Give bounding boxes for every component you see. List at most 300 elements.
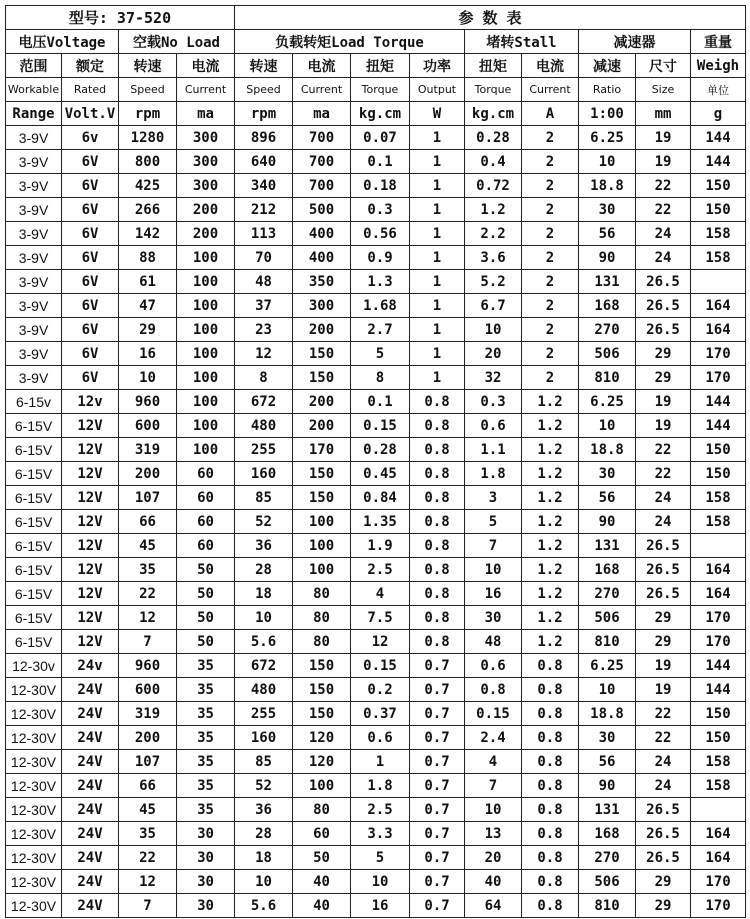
cell-rated-volt: 6V bbox=[62, 174, 119, 198]
cell-stall-current: 1.2 bbox=[522, 462, 579, 486]
cell-stall-current: 2 bbox=[522, 246, 579, 270]
cell-load-current: 80 bbox=[293, 606, 351, 630]
load-torque-group-header: 负载转矩Load Torque bbox=[235, 30, 465, 54]
cell-stall-torque: 10 bbox=[465, 558, 522, 582]
cell-load-speed: 10 bbox=[235, 606, 293, 630]
cell-range: 3-9V bbox=[6, 198, 62, 222]
cell-load-speed: 36 bbox=[235, 798, 293, 822]
cell-rated-volt: 24V bbox=[62, 774, 119, 798]
cell-weight: 158 bbox=[691, 510, 746, 534]
cell-size: 29 bbox=[636, 366, 691, 390]
cell-load-speed: 672 bbox=[235, 654, 293, 678]
cell-output-power: 1 bbox=[410, 126, 465, 150]
cell-rated-volt: 24v bbox=[62, 654, 119, 678]
header-en-weight: 单位 bbox=[691, 78, 746, 102]
cell-ratio: 10 bbox=[579, 678, 636, 702]
cell-rated-volt: 24V bbox=[62, 702, 119, 726]
cell-no-load-current: 100 bbox=[177, 318, 235, 342]
cell-output-power: 1 bbox=[410, 198, 465, 222]
cell-load-torque: 0.1 bbox=[351, 390, 410, 414]
cell-stall-torque: 2.2 bbox=[465, 222, 522, 246]
cell-size: 22 bbox=[636, 702, 691, 726]
cell-size: 24 bbox=[636, 510, 691, 534]
cell-stall-torque: 32 bbox=[465, 366, 522, 390]
cell-stall-current: 1.2 bbox=[522, 558, 579, 582]
cell-stall-torque: 48 bbox=[465, 630, 522, 654]
cell-size: 24 bbox=[636, 246, 691, 270]
cell-weight: 170 bbox=[691, 870, 746, 894]
cell-weight bbox=[691, 534, 746, 558]
cell-load-torque: 0.15 bbox=[351, 654, 410, 678]
cell-no-load-current: 30 bbox=[177, 894, 235, 918]
cell-range: 6-15V bbox=[6, 582, 62, 606]
cell-ratio: 131 bbox=[579, 798, 636, 822]
table-row bbox=[6, 198, 746, 222]
header-unit-output-power: W bbox=[410, 102, 465, 126]
cell-load-torque: 0.1 bbox=[351, 150, 410, 174]
cell-output-power: 1 bbox=[410, 246, 465, 270]
cell-weight: 170 bbox=[691, 630, 746, 654]
cell-size: 26.5 bbox=[636, 294, 691, 318]
table-row bbox=[6, 606, 746, 630]
group-header-row bbox=[6, 30, 746, 54]
cell-range: 12-30V bbox=[6, 870, 62, 894]
cell-load-speed: 28 bbox=[235, 822, 293, 846]
cell-range: 3-9V bbox=[6, 222, 62, 246]
header-en-size: Size bbox=[636, 78, 691, 102]
header-en-stall-current: Current bbox=[522, 78, 579, 102]
cell-load-speed: 85 bbox=[235, 750, 293, 774]
header-unit-load-torque: kg.cm bbox=[351, 102, 410, 126]
cell-rated-volt: 24V bbox=[62, 750, 119, 774]
cell-range: 12-30V bbox=[6, 750, 62, 774]
table-row bbox=[6, 894, 746, 918]
cell-range: 6-15V bbox=[6, 414, 62, 438]
header-cn-size: 尺寸 bbox=[636, 54, 691, 78]
cell-range: 6-15V bbox=[6, 486, 62, 510]
cell-load-current: 150 bbox=[293, 462, 351, 486]
cell-ratio: 90 bbox=[579, 510, 636, 534]
cell-load-current: 700 bbox=[293, 126, 351, 150]
table-row bbox=[6, 318, 746, 342]
cell-no-load-speed: 960 bbox=[119, 654, 177, 678]
cell-output-power: 1 bbox=[410, 270, 465, 294]
cell-no-load-speed: 319 bbox=[119, 438, 177, 462]
cell-rated-volt: 12V bbox=[62, 582, 119, 606]
cell-load-current: 150 bbox=[293, 702, 351, 726]
cell-range: 12-30V bbox=[6, 798, 62, 822]
header-unit-no-load-current: ma bbox=[177, 102, 235, 126]
cell-load-current: 80 bbox=[293, 798, 351, 822]
cell-weight: 150 bbox=[691, 198, 746, 222]
cell-weight: 144 bbox=[691, 150, 746, 174]
cell-ratio: 168 bbox=[579, 294, 636, 318]
cell-no-load-speed: 45 bbox=[119, 534, 177, 558]
cell-load-torque: 1.68 bbox=[351, 294, 410, 318]
cell-ratio: 810 bbox=[579, 366, 636, 390]
table-row bbox=[6, 822, 746, 846]
cell-weight: 170 bbox=[691, 894, 746, 918]
cell-load-current: 100 bbox=[293, 534, 351, 558]
cell-no-load-speed: 66 bbox=[119, 774, 177, 798]
cell-ratio: 506 bbox=[579, 606, 636, 630]
title-row bbox=[6, 6, 746, 30]
cell-rated-volt: 24V bbox=[62, 678, 119, 702]
cell-size: 29 bbox=[636, 342, 691, 366]
cell-no-load-speed: 1280 bbox=[119, 126, 177, 150]
cell-weight bbox=[691, 798, 746, 822]
cell-load-current: 200 bbox=[293, 414, 351, 438]
cell-ratio: 10 bbox=[579, 414, 636, 438]
cell-size: 22 bbox=[636, 462, 691, 486]
header-cn-load-current: 电流 bbox=[293, 54, 351, 78]
no-load-group-header: 空载No Load bbox=[119, 30, 235, 54]
cell-rated-volt: 24V bbox=[62, 894, 119, 918]
cell-load-current: 100 bbox=[293, 558, 351, 582]
cell-stall-torque: 3 bbox=[465, 486, 522, 510]
cell-weight: 150 bbox=[691, 726, 746, 750]
cell-output-power: 0.7 bbox=[410, 678, 465, 702]
cell-rated-volt: 12V bbox=[62, 558, 119, 582]
table-row bbox=[6, 486, 746, 510]
cell-load-speed: 85 bbox=[235, 486, 293, 510]
cell-rated-volt: 12V bbox=[62, 414, 119, 438]
cell-output-power: 0.8 bbox=[410, 462, 465, 486]
cell-range: 12-30V bbox=[6, 894, 62, 918]
cell-stall-torque: 20 bbox=[465, 342, 522, 366]
cell-output-power: 0.8 bbox=[410, 510, 465, 534]
cell-rated-volt: 12V bbox=[62, 486, 119, 510]
cell-load-torque: 2.7 bbox=[351, 318, 410, 342]
cell-no-load-speed: 107 bbox=[119, 750, 177, 774]
header-en-range: Workable bbox=[6, 78, 62, 102]
cell-size: 22 bbox=[636, 198, 691, 222]
cell-load-speed: 70 bbox=[235, 246, 293, 270]
header-unit-load-speed: rpm bbox=[235, 102, 293, 126]
cell-no-load-current: 300 bbox=[177, 150, 235, 174]
cell-load-speed: 212 bbox=[235, 198, 293, 222]
cell-stall-current: 0.8 bbox=[522, 870, 579, 894]
cell-load-current: 150 bbox=[293, 678, 351, 702]
cell-weight: 144 bbox=[691, 678, 746, 702]
cell-load-torque: 5 bbox=[351, 846, 410, 870]
cell-load-torque: 0.07 bbox=[351, 126, 410, 150]
cell-ratio: 131 bbox=[579, 534, 636, 558]
cell-no-load-speed: 29 bbox=[119, 318, 177, 342]
cell-load-current: 400 bbox=[293, 222, 351, 246]
cell-load-torque: 1.9 bbox=[351, 534, 410, 558]
cell-stall-current: 2 bbox=[522, 294, 579, 318]
cell-no-load-current: 60 bbox=[177, 486, 235, 510]
cell-load-current: 40 bbox=[293, 870, 351, 894]
cell-range: 6-15V bbox=[6, 438, 62, 462]
header-en-rated-volt: Rated bbox=[62, 78, 119, 102]
cell-no-load-current: 300 bbox=[177, 126, 235, 150]
cell-weight: 158 bbox=[691, 486, 746, 510]
cell-range: 6-15V bbox=[6, 606, 62, 630]
cell-load-current: 150 bbox=[293, 342, 351, 366]
cell-range: 6-15V bbox=[6, 534, 62, 558]
cell-no-load-current: 35 bbox=[177, 654, 235, 678]
cell-range: 3-9V bbox=[6, 270, 62, 294]
cell-stall-current: 2 bbox=[522, 366, 579, 390]
cell-no-load-current: 50 bbox=[177, 630, 235, 654]
cell-rated-volt: 24V bbox=[62, 726, 119, 750]
cell-stall-torque: 0.4 bbox=[465, 150, 522, 174]
cell-no-load-current: 60 bbox=[177, 462, 235, 486]
header-en-row bbox=[6, 78, 746, 102]
cell-no-load-current: 30 bbox=[177, 822, 235, 846]
cell-load-current: 500 bbox=[293, 198, 351, 222]
cell-no-load-speed: 88 bbox=[119, 246, 177, 270]
table-row bbox=[6, 174, 746, 198]
cell-size: 19 bbox=[636, 414, 691, 438]
table-row bbox=[6, 774, 746, 798]
cell-stall-current: 2 bbox=[522, 270, 579, 294]
cell-size: 24 bbox=[636, 750, 691, 774]
header-en-output-power: Output bbox=[410, 78, 465, 102]
cell-weight: 170 bbox=[691, 606, 746, 630]
cell-weight: 150 bbox=[691, 438, 746, 462]
cell-rated-volt: 6V bbox=[62, 366, 119, 390]
header-en-no-load-current: Current bbox=[177, 78, 235, 102]
cell-stall-current: 1.2 bbox=[522, 486, 579, 510]
cell-load-speed: 10 bbox=[235, 870, 293, 894]
cell-ratio: 168 bbox=[579, 558, 636, 582]
cell-output-power: 1 bbox=[410, 294, 465, 318]
motor-spec-table bbox=[5, 5, 746, 918]
cell-load-current: 350 bbox=[293, 270, 351, 294]
cell-no-load-current: 50 bbox=[177, 582, 235, 606]
cell-output-power: 0.7 bbox=[410, 654, 465, 678]
header-en-load-current: Current bbox=[293, 78, 351, 102]
cell-weight: 164 bbox=[691, 294, 746, 318]
cell-ratio: 270 bbox=[579, 318, 636, 342]
cell-no-load-speed: 107 bbox=[119, 486, 177, 510]
cell-load-speed: 255 bbox=[235, 702, 293, 726]
cell-ratio: 10 bbox=[579, 150, 636, 174]
cell-stall-current: 0.8 bbox=[522, 654, 579, 678]
cell-ratio: 90 bbox=[579, 774, 636, 798]
cell-stall-torque: 7 bbox=[465, 774, 522, 798]
cell-weight: 144 bbox=[691, 390, 746, 414]
cell-stall-torque: 0.28 bbox=[465, 126, 522, 150]
table-row bbox=[6, 510, 746, 534]
reducer-group-header: 减速器 bbox=[579, 30, 691, 54]
table-row bbox=[6, 630, 746, 654]
header-cn-weight: Weigh bbox=[691, 54, 746, 78]
header-unit-size: mm bbox=[636, 102, 691, 126]
cell-ratio: 18.8 bbox=[579, 438, 636, 462]
table-row bbox=[6, 678, 746, 702]
cell-weight: 158 bbox=[691, 774, 746, 798]
cell-stall-current: 1.2 bbox=[522, 510, 579, 534]
cell-stall-torque: 0.6 bbox=[465, 414, 522, 438]
table-row bbox=[6, 222, 746, 246]
cell-load-torque: 2.5 bbox=[351, 558, 410, 582]
cell-no-load-speed: 425 bbox=[119, 174, 177, 198]
header-cn-ratio: 减速 bbox=[579, 54, 636, 78]
table-row bbox=[6, 558, 746, 582]
header-cn-row bbox=[6, 54, 746, 78]
table-row bbox=[6, 750, 746, 774]
table-row bbox=[6, 270, 746, 294]
cell-stall-torque: 1.2 bbox=[465, 198, 522, 222]
cell-no-load-current: 35 bbox=[177, 798, 235, 822]
cell-load-speed: 160 bbox=[235, 462, 293, 486]
cell-stall-torque: 64 bbox=[465, 894, 522, 918]
cell-weight: 150 bbox=[691, 174, 746, 198]
cell-size: 26.5 bbox=[636, 534, 691, 558]
table-row bbox=[6, 702, 746, 726]
cell-no-load-current: 100 bbox=[177, 414, 235, 438]
cell-range: 12-30V bbox=[6, 678, 62, 702]
cell-no-load-current: 60 bbox=[177, 510, 235, 534]
cell-ratio: 30 bbox=[579, 462, 636, 486]
cell-stall-current: 0.8 bbox=[522, 702, 579, 726]
cell-weight: 164 bbox=[691, 558, 746, 582]
cell-output-power: 0.7 bbox=[410, 894, 465, 918]
header-unit-stall-torque: kg.cm bbox=[465, 102, 522, 126]
cell-load-speed: 18 bbox=[235, 846, 293, 870]
cell-load-speed: 5.6 bbox=[235, 630, 293, 654]
cell-stall-current: 1.2 bbox=[522, 630, 579, 654]
voltage-group-header: 电压Voltage bbox=[6, 30, 119, 54]
cell-load-current: 100 bbox=[293, 510, 351, 534]
cell-stall-current: 2 bbox=[522, 150, 579, 174]
cell-load-speed: 255 bbox=[235, 438, 293, 462]
cell-load-torque: 0.56 bbox=[351, 222, 410, 246]
cell-load-current: 200 bbox=[293, 390, 351, 414]
cell-rated-volt: 6V bbox=[62, 222, 119, 246]
cell-no-load-speed: 22 bbox=[119, 582, 177, 606]
cell-no-load-speed: 22 bbox=[119, 846, 177, 870]
cell-no-load-current: 50 bbox=[177, 558, 235, 582]
header-en-load-torque: Torque bbox=[351, 78, 410, 102]
cell-output-power: 0.8 bbox=[410, 606, 465, 630]
params-title: 参 数 表 bbox=[235, 6, 746, 30]
cell-no-load-speed: 47 bbox=[119, 294, 177, 318]
cell-stall-current: 2 bbox=[522, 126, 579, 150]
cell-rated-volt: 24V bbox=[62, 846, 119, 870]
cell-stall-torque: 13 bbox=[465, 822, 522, 846]
table-row bbox=[6, 846, 746, 870]
cell-stall-current: 0.8 bbox=[522, 750, 579, 774]
cell-ratio: 168 bbox=[579, 822, 636, 846]
cell-weight: 150 bbox=[691, 462, 746, 486]
cell-load-current: 80 bbox=[293, 582, 351, 606]
cell-size: 26.5 bbox=[636, 798, 691, 822]
cell-stall-torque: 0.8 bbox=[465, 678, 522, 702]
cell-size: 19 bbox=[636, 390, 691, 414]
cell-rated-volt: 6V bbox=[62, 246, 119, 270]
cell-load-current: 150 bbox=[293, 486, 351, 510]
cell-size: 24 bbox=[636, 486, 691, 510]
cell-rated-volt: 12v bbox=[62, 390, 119, 414]
cell-stall-current: 1.2 bbox=[522, 582, 579, 606]
cell-load-speed: 113 bbox=[235, 222, 293, 246]
header-cn-no-load-current: 电流 bbox=[177, 54, 235, 78]
cell-stall-current: 1.2 bbox=[522, 414, 579, 438]
cell-stall-current: 0.8 bbox=[522, 846, 579, 870]
cell-no-load-speed: 960 bbox=[119, 390, 177, 414]
cell-no-load-speed: 45 bbox=[119, 798, 177, 822]
cell-weight bbox=[691, 270, 746, 294]
cell-no-load-speed: 319 bbox=[119, 702, 177, 726]
cell-range: 6-15V bbox=[6, 510, 62, 534]
cell-load-torque: 10 bbox=[351, 870, 410, 894]
cell-ratio: 810 bbox=[579, 630, 636, 654]
cell-no-load-current: 35 bbox=[177, 702, 235, 726]
cell-range: 3-9V bbox=[6, 318, 62, 342]
cell-ratio: 18.8 bbox=[579, 174, 636, 198]
cell-range: 3-9V bbox=[6, 246, 62, 270]
table-row bbox=[6, 414, 746, 438]
cell-no-load-speed: 600 bbox=[119, 678, 177, 702]
cell-load-torque: 0.45 bbox=[351, 462, 410, 486]
weight-group-header: 重量 bbox=[691, 30, 746, 54]
cell-output-power: 0.8 bbox=[410, 390, 465, 414]
cell-weight: 164 bbox=[691, 822, 746, 846]
cell-load-speed: 8 bbox=[235, 366, 293, 390]
cell-load-current: 700 bbox=[293, 174, 351, 198]
cell-load-speed: 480 bbox=[235, 678, 293, 702]
cell-size: 26.5 bbox=[636, 318, 691, 342]
cell-no-load-speed: 16 bbox=[119, 342, 177, 366]
cell-load-torque: 1 bbox=[351, 750, 410, 774]
cell-load-torque: 16 bbox=[351, 894, 410, 918]
cell-output-power: 1 bbox=[410, 150, 465, 174]
header-en-ratio: Ratio bbox=[579, 78, 636, 102]
cell-ratio: 6.25 bbox=[579, 390, 636, 414]
cell-no-load-current: 50 bbox=[177, 606, 235, 630]
cell-load-torque: 4 bbox=[351, 582, 410, 606]
cell-size: 29 bbox=[636, 630, 691, 654]
cell-size: 26.5 bbox=[636, 582, 691, 606]
cell-load-speed: 52 bbox=[235, 510, 293, 534]
cell-stall-current: 2 bbox=[522, 318, 579, 342]
cell-load-current: 150 bbox=[293, 366, 351, 390]
cell-no-load-current: 300 bbox=[177, 174, 235, 198]
cell-stall-torque: 4 bbox=[465, 750, 522, 774]
cell-rated-volt: 6V bbox=[62, 270, 119, 294]
cell-range: 12-30V bbox=[6, 774, 62, 798]
table-row bbox=[6, 366, 746, 390]
cell-weight: 170 bbox=[691, 366, 746, 390]
cell-ratio: 6.25 bbox=[579, 126, 636, 150]
cell-ratio: 131 bbox=[579, 270, 636, 294]
cell-rated-volt: 12V bbox=[62, 462, 119, 486]
cell-ratio: 6.25 bbox=[579, 654, 636, 678]
table-row bbox=[6, 246, 746, 270]
header-unit-load-current: ma bbox=[293, 102, 351, 126]
cell-range: 12-30v bbox=[6, 654, 62, 678]
cell-no-load-current: 100 bbox=[177, 390, 235, 414]
header-cn-stall-torque: 扭矩 bbox=[465, 54, 522, 78]
cell-stall-current: 0.8 bbox=[522, 678, 579, 702]
table-row bbox=[6, 294, 746, 318]
cell-load-speed: 640 bbox=[235, 150, 293, 174]
cell-no-load-speed: 35 bbox=[119, 558, 177, 582]
cell-stall-current: 1.2 bbox=[522, 438, 579, 462]
cell-no-load-current: 200 bbox=[177, 222, 235, 246]
cell-output-power: 0.8 bbox=[410, 558, 465, 582]
cell-rated-volt: 24V bbox=[62, 870, 119, 894]
cell-ratio: 56 bbox=[579, 486, 636, 510]
cell-stall-torque: 16 bbox=[465, 582, 522, 606]
cell-load-torque: 1.35 bbox=[351, 510, 410, 534]
header-en-stall-torque: Torque bbox=[465, 78, 522, 102]
